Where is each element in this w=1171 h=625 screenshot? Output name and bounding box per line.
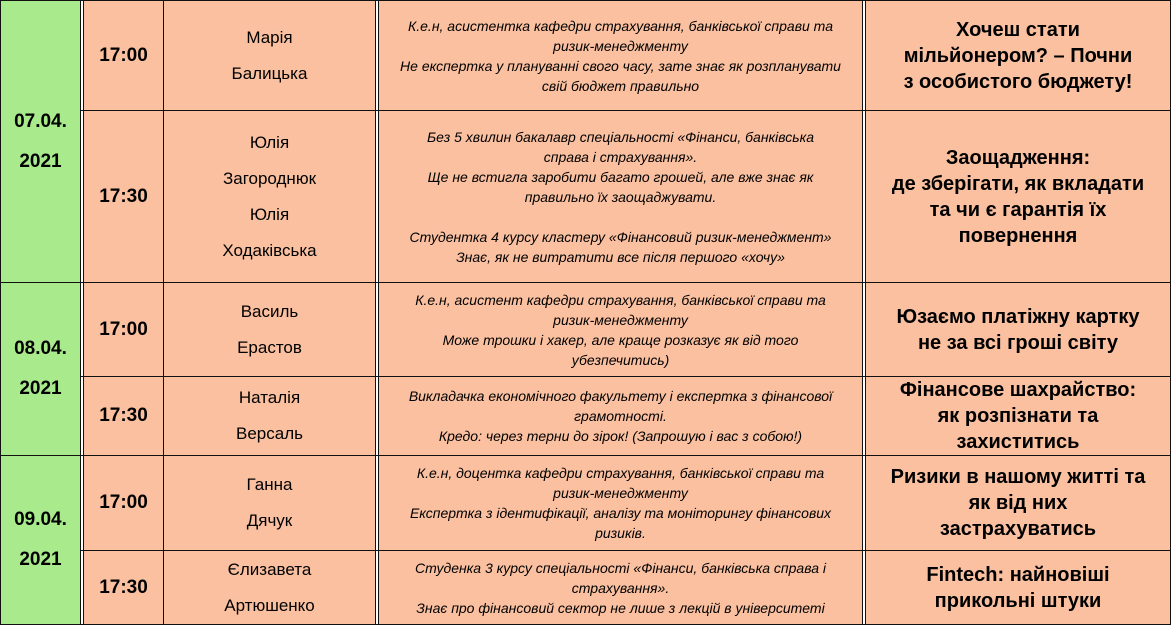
description-line: ризик-менеджменту	[553, 311, 688, 328]
topic-line: як від них	[968, 492, 1068, 514]
speaker-description-cell	[379, 456, 863, 551]
topic-cell	[866, 283, 1171, 377]
speaker-name-line: Версаль	[236, 424, 303, 443]
session-row	[1, 1, 1171, 111]
description-line: Знає, як не витратити все після першого «хочу»	[456, 248, 785, 265]
description-line: Знає про фінансовий сектор не лише з лекцій в університеті	[416, 599, 825, 616]
description-line: правильно їх заощаджувати.	[524, 188, 717, 205]
description-line: ризик-менеджменту	[553, 485, 688, 501]
speaker-name-line: Ерастов	[237, 337, 302, 357]
time-cell: 17:30	[84, 111, 164, 283]
description-line: Експертка з ідентифікації, аналізу та моніторингу фінансових	[409, 505, 832, 521]
year-label: 2021	[19, 378, 62, 399]
speaker-name-line: Ганна	[246, 475, 293, 494]
year-label: 2021	[19, 549, 62, 570]
speaker-cell	[164, 456, 376, 551]
description-line: ризиків.	[595, 525, 646, 541]
speaker-cell	[164, 111, 376, 283]
time-cell: 17:30	[84, 551, 164, 625]
topic-line: Фінансове шахрайство:	[899, 379, 1137, 401]
speaker-name-line: Дячук	[246, 511, 293, 530]
date-cell	[1, 283, 81, 456]
speaker-description-cell	[379, 551, 863, 625]
speaker-description-cell	[379, 1, 863, 111]
topic-line: з особистого бюджету!	[903, 70, 1133, 93]
speaker-description-cell	[379, 111, 863, 283]
description-line: К.е.н, доцентка кафедри страхування, банківської справи та	[416, 465, 825, 481]
description-line: свій бюджет правильно	[541, 77, 700, 94]
description-line: Студентка 4 курсу кластеру «Фінансовий ризик-менеджмент»	[409, 228, 832, 245]
description-line: Ще не встигла заробити багато грошей, але вже знає як	[427, 168, 814, 185]
topic-line: де зберігати, як вкладати	[891, 172, 1145, 195]
description-line: справа і страхування».	[543, 148, 698, 165]
time-cell: 17:00	[84, 456, 164, 551]
speaker-cell	[164, 1, 376, 111]
description-line: страхування».	[571, 579, 670, 596]
speaker-description-cell	[379, 377, 863, 456]
topic-line: як розпізнати та	[937, 405, 1099, 427]
topic-line: Fintech: найновіші	[926, 563, 1110, 586]
description-line: К.е.н, асистент кафедри страхування, банківської справи та	[415, 291, 826, 308]
speaker-name-line: Єлизавета	[227, 559, 312, 579]
date-cell	[1, 1, 81, 283]
description-line: Без 5 хвилин бакалавр спеціальності «Фінанси, банківська	[426, 128, 815, 145]
topic-line: не за всі гроші світу	[917, 331, 1119, 354]
description-line: Викладачка економічного факультету і експертка з фінансової	[408, 388, 833, 404]
description-line: Може трошки і хакер, але краще розказує як від того	[442, 331, 799, 348]
speaker-description-cell	[379, 283, 863, 377]
topic-cell	[866, 551, 1171, 625]
session-row	[1, 377, 1171, 456]
topic-line: мільйонером? – Почни	[903, 44, 1133, 67]
topic-line: прикольні штуки	[934, 589, 1102, 612]
speaker-name-line: Ходаківська	[222, 240, 317, 260]
topic-line: повернення	[958, 224, 1078, 247]
topic-line: захиститись	[956, 431, 1080, 453]
speaker-name-line: Наталія	[238, 388, 301, 407]
topic-cell	[866, 456, 1171, 551]
speaker-name-line: Артюшенко	[224, 595, 315, 615]
topic-line: Заощадження:	[945, 146, 1091, 169]
topic-cell	[866, 377, 1171, 456]
time-cell: 17:00	[84, 1, 164, 111]
date-label: 07.04.	[14, 110, 67, 132]
session-row	[1, 283, 1171, 377]
speaker-cell	[164, 377, 376, 456]
description-line: ризик-менеджменту	[553, 37, 688, 54]
topic-cell	[866, 1, 1171, 111]
date-label: 08.04.	[14, 338, 67, 359]
description-line: Кредо: через терни до зірок! (Запрошую і вас з собою!)	[438, 428, 803, 444]
session-row	[1, 456, 1171, 551]
speaker-name-line: Юлія	[249, 132, 290, 152]
description-line: К.е.н, асистентка кафедри страхування, банківської справи та	[408, 17, 833, 34]
topic-line: та чи є гарантія їх	[929, 198, 1107, 221]
description-line: грамотності.	[574, 408, 667, 424]
time-cell: 17:00	[84, 283, 164, 377]
speaker-name-line: Марія	[246, 27, 293, 47]
speaker-cell	[164, 283, 376, 377]
speaker-name-line: Юлія	[249, 204, 290, 224]
date-label: 09.04.	[14, 509, 67, 530]
session-row	[1, 551, 1171, 625]
year-label: 2021	[19, 150, 62, 172]
date-cell	[1, 456, 81, 625]
topic-line: Хочеш стати	[956, 18, 1080, 41]
topic-line: Ризики в нашому житті та	[890, 466, 1146, 488]
time-cell: 17:30	[84, 377, 164, 456]
description-line: Не експертка у плануванні свого часу, зате знає як розпланувати	[400, 57, 841, 74]
description-line: убезпечитись)	[571, 351, 670, 368]
speaker-cell	[164, 551, 376, 625]
session-row	[1, 111, 1171, 283]
speaker-name-line: Василь	[240, 301, 299, 321]
speaker-name-line: Балицька	[231, 63, 308, 83]
speaker-name-line: Загороднюк	[222, 168, 317, 188]
topic-cell	[866, 111, 1171, 283]
paragraph-spacer	[379, 207, 862, 227]
topic-line: застрахуватись	[939, 518, 1097, 540]
topic-line: Юзаємо платіжну картку	[896, 305, 1140, 328]
description-line: Студенка 3 курсу спеціальності «Фінанси, банківська справа і	[414, 559, 826, 576]
